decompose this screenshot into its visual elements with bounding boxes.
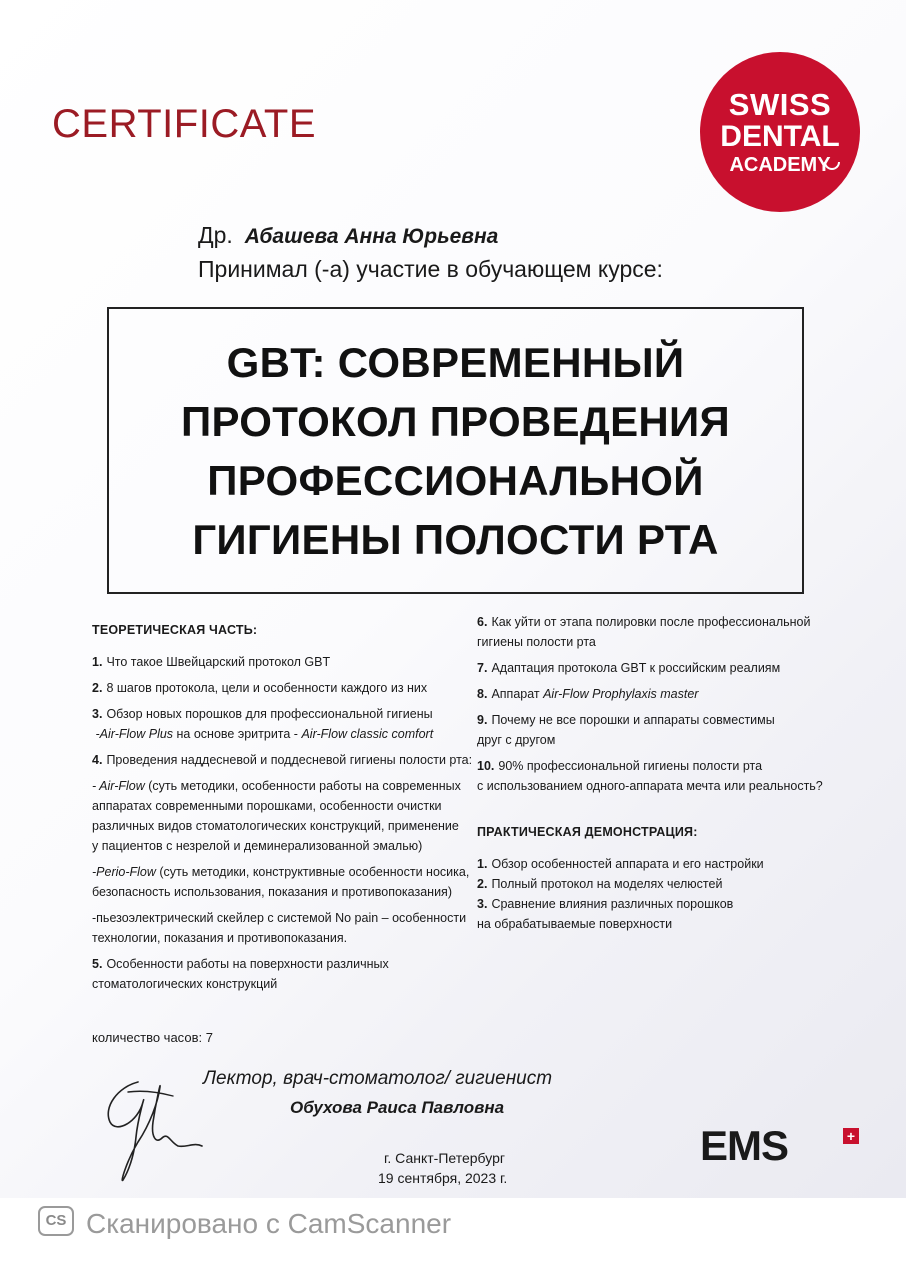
ems-logo: EMS xyxy=(700,1122,789,1169)
list-item-continuation: у пациентов с незрелой и деминерализованной эмалью) xyxy=(92,839,423,853)
list-item-continuation xyxy=(92,776,472,796)
theory-heading: ТЕОРЕТИЧЕСКАЯ ЧАСТЬ: xyxy=(92,623,258,637)
item-text: Сравнение влияния различных порошков xyxy=(491,897,734,911)
item-text: (суть методики, конструктивные особенности носика, xyxy=(155,865,470,879)
list-item xyxy=(477,710,827,730)
camscanner-icon: CS xyxy=(38,1206,74,1236)
list-item-continuation: с использованием одного-аппарата мечта или реальность? xyxy=(477,779,823,793)
item-text: 90% профессиональной гигиены полости рта xyxy=(498,759,763,773)
item-text: Почему не все порошки и аппараты совместимы xyxy=(491,713,775,727)
certificate-title: CERTIFICATE xyxy=(52,102,317,146)
product-name: -Air-Flow Plus xyxy=(95,727,174,741)
item-number: 5. xyxy=(92,957,103,971)
product-name: - Air-Flow xyxy=(92,779,145,793)
recipient-name: Абашева Анна Юрьевна xyxy=(244,225,499,248)
list-item xyxy=(477,612,827,632)
course-title-line: ПРОТОКОЛ ПРОВЕДЕНИЯ xyxy=(181,397,730,445)
list-item-continuation: на обрабатываемые поверхности xyxy=(477,917,673,931)
item-number: 3. xyxy=(477,897,488,911)
list-item xyxy=(92,750,472,770)
list-item-continuation: гигиены полости рта xyxy=(477,635,596,649)
scanner-watermark-text: Сканировано с CamScanner xyxy=(86,1208,452,1239)
list-item xyxy=(92,704,472,724)
swiss-cross-icon: + xyxy=(843,1128,859,1144)
item-number: 6. xyxy=(477,615,488,629)
item-text: Проведения наддесневой и поддесневой гигиены полости рта: xyxy=(106,753,473,767)
list-item xyxy=(477,854,827,874)
item-text: (суть методики, особенности работы на современных xyxy=(144,779,461,793)
item-text: Полный протокол на моделях челюстей xyxy=(491,877,723,891)
list-item-continuation: технологии, показания и противопоказания. xyxy=(92,931,348,945)
item-text: Обзор новых порошков для профессиональной гигиены xyxy=(106,707,433,721)
lecturer-role: Лектор, врач-стоматолог/ гигиенист xyxy=(203,1068,553,1089)
product-name: Air-Flow Prophylaxis master xyxy=(543,687,699,701)
product-name: -Perio-Flow xyxy=(92,865,156,879)
signature-icon xyxy=(98,1062,208,1192)
list-item xyxy=(477,894,827,914)
item-number: 1. xyxy=(92,655,103,669)
practice-heading: ПРАКТИЧЕСКАЯ ДЕМОНСТРАЦИЯ: xyxy=(477,825,698,839)
theory-section xyxy=(92,620,472,994)
participation-text: Принимал (-а) участие в обучающем курсе: xyxy=(198,256,663,282)
theory-continued-section xyxy=(477,612,827,934)
item-number: 1. xyxy=(477,857,488,871)
item-number: 9. xyxy=(477,713,488,727)
list-item xyxy=(477,756,827,776)
item-number: 2. xyxy=(477,877,488,891)
recipient-prefix: Др. xyxy=(198,222,233,248)
item-text: 8 шагов протокола, цели и особенности каждого из них xyxy=(106,681,428,695)
course-title-line: GBT: СОВРЕМЕННЫЙ xyxy=(226,338,685,386)
lecturer-name: Обухова Раиса Павловна xyxy=(290,1098,505,1117)
item-text: Аппарат xyxy=(491,687,544,701)
course-title xyxy=(181,333,730,569)
recipient xyxy=(198,222,498,249)
list-item-continuation xyxy=(92,862,472,882)
list-item xyxy=(477,684,827,704)
item-number: 3. xyxy=(92,707,103,721)
course-title-line: ГИГИЕНЫ ПОЛОСТИ РТА xyxy=(192,515,719,563)
list-item-continuation: аппаратах современными порошками, особенности очистки xyxy=(92,799,442,813)
item-text: Что такое Швейцарский протокол GBT xyxy=(106,655,331,669)
logo-line-2: DENTAL xyxy=(720,120,840,153)
item-number: 2. xyxy=(92,681,103,695)
item-number: 7. xyxy=(477,661,488,675)
logo-line-3: ACADEMY xyxy=(729,154,831,176)
list-item xyxy=(477,658,827,678)
hours-count: количество часов: 7 xyxy=(92,1030,213,1045)
item-number: 8. xyxy=(477,687,488,701)
list-item-continuation: друг с другом xyxy=(477,733,556,747)
list-item xyxy=(92,954,472,974)
product-name: Air-Flow classic comfort xyxy=(301,727,434,741)
swiss-dental-academy-logo xyxy=(700,52,860,212)
list-item xyxy=(92,678,472,698)
item-text: Адаптация протокола GBT к российским реалиям xyxy=(491,661,781,675)
list-item-continuation xyxy=(92,724,472,744)
course-title-line: ПРОФЕССИОНАЛЬНОЙ xyxy=(207,456,704,504)
list-item-continuation: различных видов стоматологических конструкций, применение xyxy=(92,819,459,833)
item-text: на основе эритрита - xyxy=(173,727,302,741)
item-text: Особенности работы на поверхности различных xyxy=(106,957,389,971)
date: 19 сентября, 2023 г. xyxy=(378,1170,508,1186)
course-title-box xyxy=(107,307,804,594)
item-number: 10. xyxy=(477,759,495,773)
list-item-continuation: безопасность использования, показания и противопоказания) xyxy=(92,885,452,899)
item-text: Как уйти от этапа полировки после профессиональной xyxy=(491,615,811,629)
item-number: 4. xyxy=(92,753,103,767)
list-item xyxy=(92,652,472,672)
item-text: Обзор особенностей аппарата и его настройки xyxy=(491,857,764,871)
list-item-continuation: -пьезоэлектрический скейлер с системой No pain – особенности xyxy=(92,911,467,925)
list-item-continuation: стоматологических конструкций xyxy=(92,977,278,991)
list-item xyxy=(477,874,827,894)
logo-line-1: SWISS xyxy=(728,87,832,122)
city: г. Санкт-Петербург xyxy=(384,1150,505,1166)
